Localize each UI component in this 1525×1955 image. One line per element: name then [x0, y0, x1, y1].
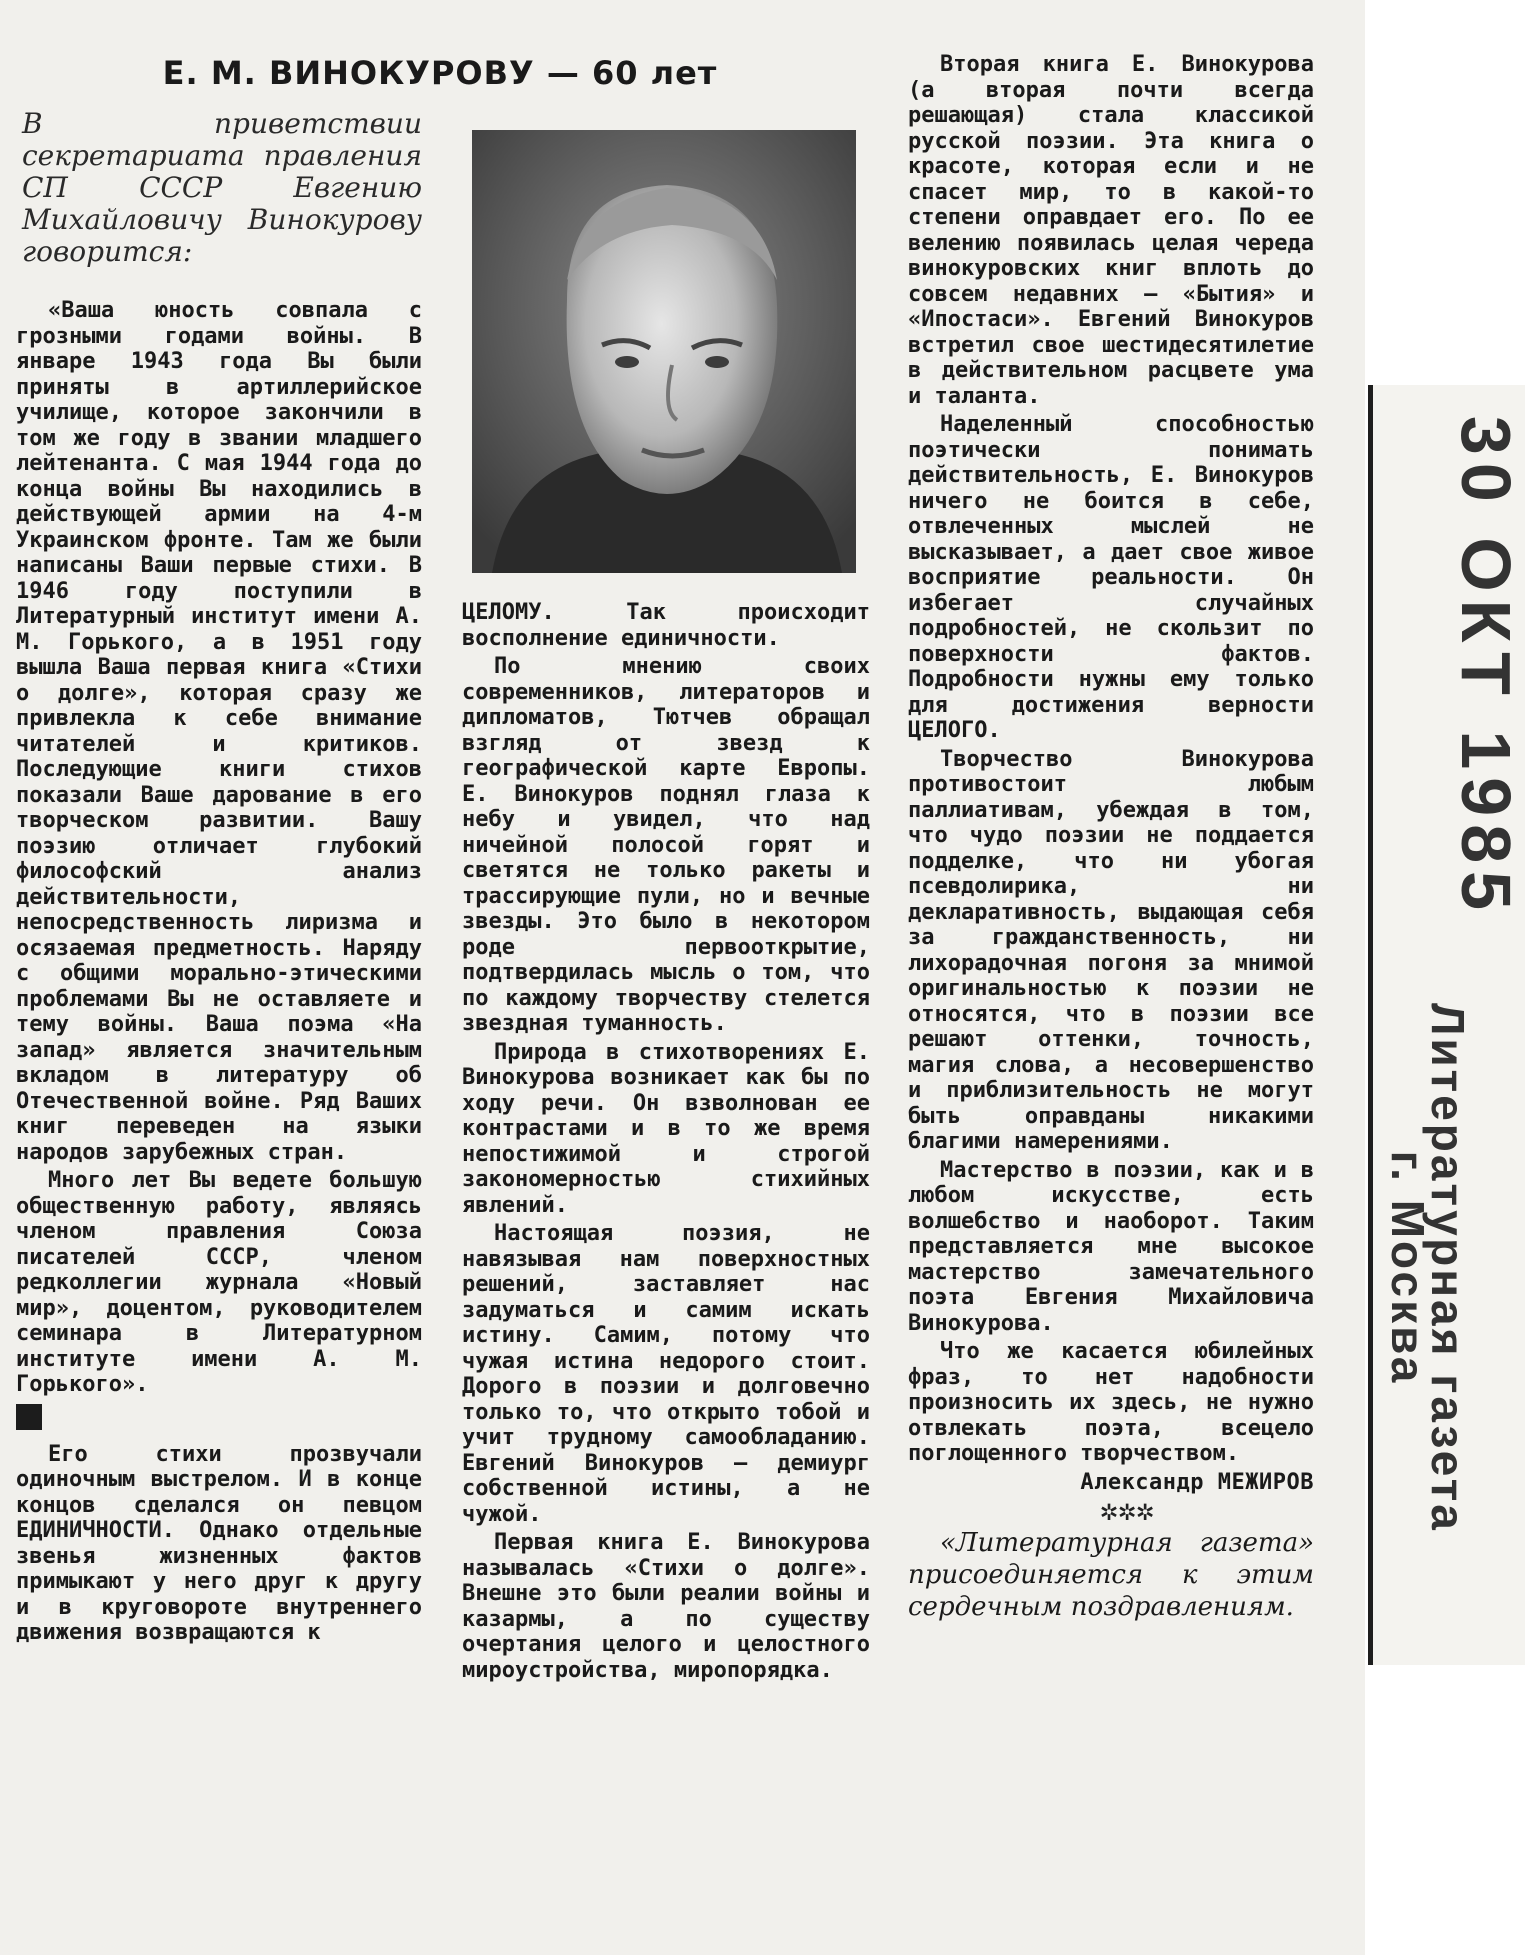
- column1-paragraph-3: Его стихи прозвучали одиночным выстрелом. И в конце концов сделался он певцом ЕДИНИЧНОСТИ. Однако отдельные звенья жизненных фактов примыкают у него друг к другу и в круговороте внутреннего движения возвращаются к: [16, 1441, 422, 1645]
- article-column-1: [16, 298, 422, 1948]
- column2-paragraph-3: Природа в стихотворениях Е. Винокурова возникает как бы по ходу речи. Он взволнован ее контрастами и в то же время непостижимой и строгой закономерностью стихийных явлений.: [462, 1039, 870, 1218]
- archive-stamp-strip: [1368, 385, 1525, 1665]
- article-column-3: [908, 52, 1314, 1952]
- gazette-note: «Литературная газета» присоединяется к этим сердечным поздравлениям.: [908, 1527, 1314, 1622]
- portrait-photo: [472, 130, 856, 573]
- column3-paragraph-4: Мастерство в поэзии, как и в любом искусстве, есть волшебство и наоборот. Таким представляется мне высокое мастерство замечательного поэта Евгения Михайловича Винокурова.: [908, 1157, 1314, 1336]
- stamp-city: г. Москва: [1381, 1150, 1434, 1386]
- portrait-image: [472, 130, 856, 573]
- article-headline: Е. М. ВИНОКУРОВУ — 60 лет: [162, 54, 718, 92]
- column2-paragraph-5: Первая книга Е. Винокурова называлась «Стихи о долге». Внешне это были реалии войны и казармы, а по существу очертания целого и целостного мироустройства, миропорядка.: [462, 1530, 870, 1683]
- article-column-2: [462, 600, 870, 1945]
- column2-paragraph-4: Настоящая поэзия, не навязывая нам поверхностных решений, заставляет нас задуматься и самим искать истину. Самим, потому что чужая истина недорого стоит. Дорого в поэзии и долговечно только то, что открыто тобой и учит трудному самообладанию. Евгений Винокуров — демиург собственной истины, а не чужой.: [462, 1221, 870, 1527]
- column3-paragraph-3: Творчество Винокурова противостоит любым паллиативам, убеждая в том, что чудо поэзии не поддается подделке, что ни убогая псевдолирика, ни декларативность, выдающая себя за гражданственность, ни лихорадочная погоня за мнимой оригинальностью к поэзии не относятся, что в поэзии все решают оттенки, точность, магия слова, а несовершенство и приблизительность не могут быть оправданы никакими благими намерениями.: [908, 746, 1314, 1154]
- column2-paragraph-2: По мнению своих современников, литераторов и дипломатов, Тютчев обращал взгляд от звезд к географической карте Европы. Е. Винокуров поднял глаза к небу и увидел, что над ничейной полосой горят и светятся не только ракеты и трассирующие пули, но и вечные звезды. Это было в некотором роде первооткрытие, подтвердилась мысль о том, что по каждому творчеству стелется звездная туманность.: [462, 654, 870, 1036]
- column3-paragraph-5: Что же касается юбилейных фраз, то нет надобности произносить их здесь, не нужно отвлекать поэта, всецело поглощенного творчеством.: [908, 1339, 1314, 1466]
- column1-paragraph-2: Много лет Вы ведете большую общественную работу, являясь членом правления Союза писателей СССР, членом редколлегии журнала «Новый мир», доцентом, руководителем семинара в Литературном институте имени А. М. Горького».: [16, 1168, 422, 1397]
- column3-paragraph-2: Наделенный способностью поэтически понимать действительность, Е. Винокуров ничего не боится в себе, отвлеченных мыслей не высказывает, а дает свое живое восприятие реальности. Он избегает случайных подробностей, не скользит по поверхности фактов. Подробности нужны ему только для достижения верности ЦЕЛОГО.: [908, 412, 1314, 743]
- section-separator-square: [16, 1404, 42, 1430]
- stamp-newspaper: Литературная газета: [1422, 1003, 1475, 1534]
- stamp-date: 30 ОКТ 1985: [1447, 415, 1525, 918]
- asterism-icon: ✲✲✲: [1099, 1493, 1155, 1528]
- intro-italic: В приветствии секретариата правления СП СССР Евгению Михайловичу Винокурову говорится:: [22, 107, 422, 268]
- column2-paragraph-1: ЦЕЛОМУ. Так происходит восполнение единичности.: [462, 600, 870, 651]
- column3-paragraph-1: Вторая книга Е. Винокурова (а вторая почти всегда решающая) стала классикой русской поэзии. Эта книга о красоте, которая если и не спасет мир, то в какой-то степени оправдает его. По ее велению появилась целая череда винокуровских книг вплоть до совсем недавних — «Бытия» и «Ипостаси». Евгений Винокуров встретил свое шестидесятилетие в действительном расцвете ума и таланта.: [908, 52, 1314, 409]
- column1-paragraph-1: «Ваша юность совпала с грозными годами войны. В январе 1943 года Вы были приняты в артиллерийское училище, которое закончили в том же году в звании младшего лейтенанта. С мая 1944 года до конца войны Вы находились в действующей армии на 4-м Украинском фронте. Там же были написаны Ваши первые стихи. В 1946 году поступили в Литературный институт имени А. М. Горького, а в 1951 году вышла Ваша первая книга «Стихи о долге», которая сразу же привлекла к себе внимание читателей и критиков. Последующие книги стихов показали Ваше дарование в его творческом развитии. Вашу поэзию отличает глубокий философский анализ действительности, непосредственность лиризма и осязаемая предметность. Наряду с общими морально-этическими проблемами Вы не оставляете и тему войны. Ваша поэма «На запад» является значительным вкладом в литературу об Отечественной войне. Ряд Ваших книг переведен на языки народов зарубежных стран.: [16, 298, 422, 1165]
- author-signature: Александр МЕЖИРОВ: [1080, 1469, 1314, 1495]
